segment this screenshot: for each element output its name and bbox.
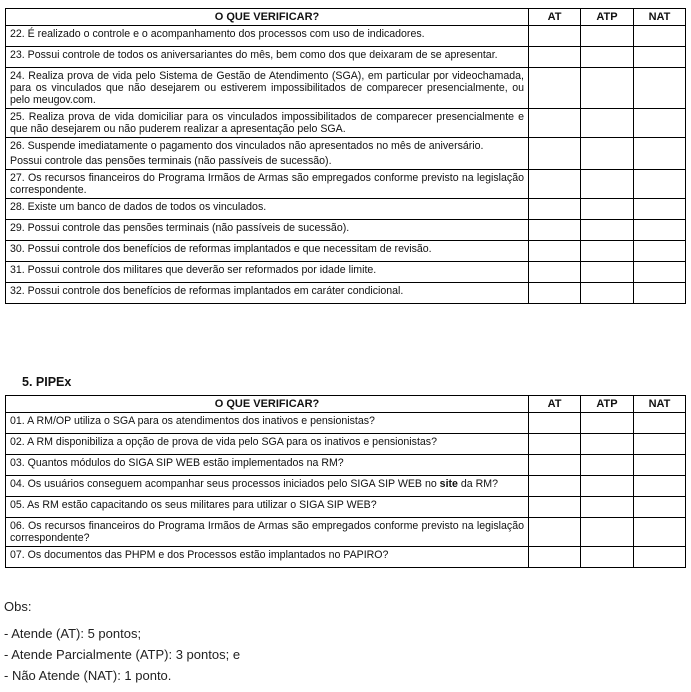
cell-at[interactable] (529, 518, 581, 547)
table-row (6, 434, 686, 455)
cell-at[interactable] (529, 497, 581, 518)
table-row (6, 413, 686, 434)
row-text: 30. Possui controle dos benefícios de reformas implantados e que necessitam de revisão. (6, 241, 529, 262)
cell-atp[interactable] (581, 547, 634, 568)
row-text: 25. Realiza prova de vida domiciliar para os vinculados impossibilitados de comparecer presencialmente e que não desejarem ou não puderem realizar a apresentação pelo SGA. (6, 109, 529, 138)
cell-nat[interactable] (634, 476, 686, 497)
cell-nat[interactable] (634, 434, 686, 455)
cell-atp[interactable] (581, 476, 634, 497)
table-row (6, 518, 686, 547)
row-text: 07. Os documentos das PHPM e dos Processos estão implantados no PAPIRO? (6, 547, 529, 568)
cell-at[interactable] (529, 476, 581, 497)
cell-nat[interactable] (634, 455, 686, 476)
cell-nat[interactable] (634, 220, 686, 241)
cell-nat[interactable] (634, 138, 686, 170)
row-text: 22. É realizado o controle e o acompanhamento dos processos com uso de indicadores. (6, 26, 529, 47)
header-atp: ATP (581, 9, 634, 26)
row-text: 28. Existe um banco de dados de todos os vinculados. (6, 199, 529, 220)
table-row (6, 262, 686, 283)
cell-at[interactable] (529, 109, 581, 138)
table-row (6, 547, 686, 568)
cell-atp[interactable] (581, 497, 634, 518)
cell-atp[interactable] (581, 220, 634, 241)
cell-atp[interactable] (581, 241, 634, 262)
cell-nat[interactable] (634, 262, 686, 283)
row-text: 23. Possui controle de todos os aniversariantes do mês, bem como dos que deixaram de se apresentar. (6, 47, 529, 68)
row-text-part: da RM? (457, 478, 498, 490)
cell-atp[interactable] (581, 199, 634, 220)
pipex-checklist-table (5, 395, 686, 568)
cell-nat[interactable] (634, 199, 686, 220)
table-row (6, 138, 686, 170)
cell-atp[interactable] (581, 109, 634, 138)
header-at: AT (529, 9, 581, 26)
cell-atp[interactable] (581, 455, 634, 476)
row-text: 27. Os recursos financeiros do Programa Irmãos de Armas são empregados conforme previsto na legislação correspondente. (6, 170, 529, 199)
cell-atp[interactable] (581, 262, 634, 283)
cell-atp[interactable] (581, 413, 634, 434)
table-header-row (6, 9, 686, 26)
obs-title: Obs: (4, 599, 32, 614)
cell-at[interactable] (529, 47, 581, 68)
cell-at[interactable] (529, 434, 581, 455)
cell-nat[interactable] (634, 241, 686, 262)
row-text-line: 26. Suspende imediatamente o pagamento dos vinculados não apresentados no mês de aniversário. (10, 140, 484, 152)
header-at: AT (529, 396, 581, 413)
cell-atp[interactable] (581, 518, 634, 547)
cell-at[interactable] (529, 26, 581, 47)
row-text: 06. Os recursos financeiros do Programa Irmãos de Armas são empregados conforme previsto na legislação correspondente? (6, 518, 529, 547)
table-row (6, 26, 686, 47)
row-text-line: Possui controle das pensões terminais (não passíveis de sucessão). (10, 155, 332, 167)
section-title: 5. PIPEx (22, 375, 72, 389)
table-row (6, 476, 686, 497)
row-text (6, 138, 529, 170)
cell-nat[interactable] (634, 547, 686, 568)
header-nat: NAT (634, 9, 686, 26)
cell-nat[interactable] (634, 109, 686, 138)
table-row (6, 109, 686, 138)
row-text: 02. A RM disponibiliza a opção de prova de vida pelo SGA para os inativos e pensionistas? (6, 434, 529, 455)
cell-nat[interactable] (634, 497, 686, 518)
table-row (6, 283, 686, 304)
row-text: 32. Possui controle dos benefícios de reformas implantados em caráter condicional. (6, 283, 529, 304)
cell-at[interactable] (529, 547, 581, 568)
cell-at[interactable] (529, 199, 581, 220)
table-row (6, 455, 686, 476)
table-row (6, 497, 686, 518)
table-header-row (6, 396, 686, 413)
cell-atp[interactable] (581, 170, 634, 199)
table-row (6, 47, 686, 68)
cell-nat[interactable] (634, 170, 686, 199)
cell-atp[interactable] (581, 283, 634, 304)
header-verify: O QUE VERIFICAR? (6, 9, 529, 26)
row-text: 29. Possui controle das pensões terminais (não passíveis de sucessão). (6, 220, 529, 241)
header-atp: ATP (581, 396, 634, 413)
header-verify: O QUE VERIFICAR? (6, 396, 529, 413)
checklist-table (5, 8, 686, 304)
cell-nat[interactable] (634, 68, 686, 109)
cell-atp[interactable] (581, 138, 634, 170)
obs-line: - Não Atende (NAT): 1 ponto. (4, 668, 172, 683)
cell-at[interactable] (529, 241, 581, 262)
header-nat: NAT (634, 396, 686, 413)
cell-at[interactable] (529, 68, 581, 109)
table-row (6, 220, 686, 241)
row-text: 03. Quantos módulos do SIGA SIP WEB estão implementados na RM? (6, 455, 529, 476)
cell-atp[interactable] (581, 26, 634, 47)
table-row (6, 241, 686, 262)
cell-at[interactable] (529, 413, 581, 434)
row-text-bold: site (439, 478, 458, 490)
cell-nat[interactable] (634, 518, 686, 547)
cell-nat[interactable] (634, 283, 686, 304)
cell-atp[interactable] (581, 47, 634, 68)
cell-at[interactable] (529, 170, 581, 199)
obs-line: - Atende Parcialmente (ATP): 3 pontos; e (4, 647, 241, 662)
cell-at[interactable] (529, 283, 581, 304)
table-row (6, 68, 686, 109)
row-text (6, 476, 529, 497)
table-row (6, 170, 686, 199)
cell-at[interactable] (529, 262, 581, 283)
row-text-part: 04. Os usuários conseguem acompanhar seus processos iniciados pelo SIGA SIP WEB no (10, 478, 440, 490)
cell-nat[interactable] (634, 26, 686, 47)
cell-nat[interactable] (634, 413, 686, 434)
row-text: 31. Possui controle dos militares que deverão ser reformados por idade limite. (6, 262, 529, 283)
cell-at[interactable] (529, 455, 581, 476)
cell-atp[interactable] (581, 68, 634, 109)
cell-at[interactable] (529, 220, 581, 241)
cell-nat[interactable] (634, 47, 686, 68)
cell-at[interactable] (529, 138, 581, 170)
table-row (6, 199, 686, 220)
cell-atp[interactable] (581, 434, 634, 455)
row-text: 05. As RM estão capacitando os seus militares para utilizar o SIGA SIP WEB? (6, 497, 529, 518)
row-text: 24. Realiza prova de vida pelo Sistema de Gestão de Atendimento (SGA), em particular por videochamada, para os vinculados que não desejarem ou estiverem impossibilitados de comparecer presencialmente, ou pelo meugov.com. (6, 68, 529, 109)
obs-line: - Atende (AT): 5 pontos; (4, 626, 142, 641)
row-text: 01. A RM/OP utiliza o SGA para os atendimentos dos inativos e pensionistas? (6, 413, 529, 434)
